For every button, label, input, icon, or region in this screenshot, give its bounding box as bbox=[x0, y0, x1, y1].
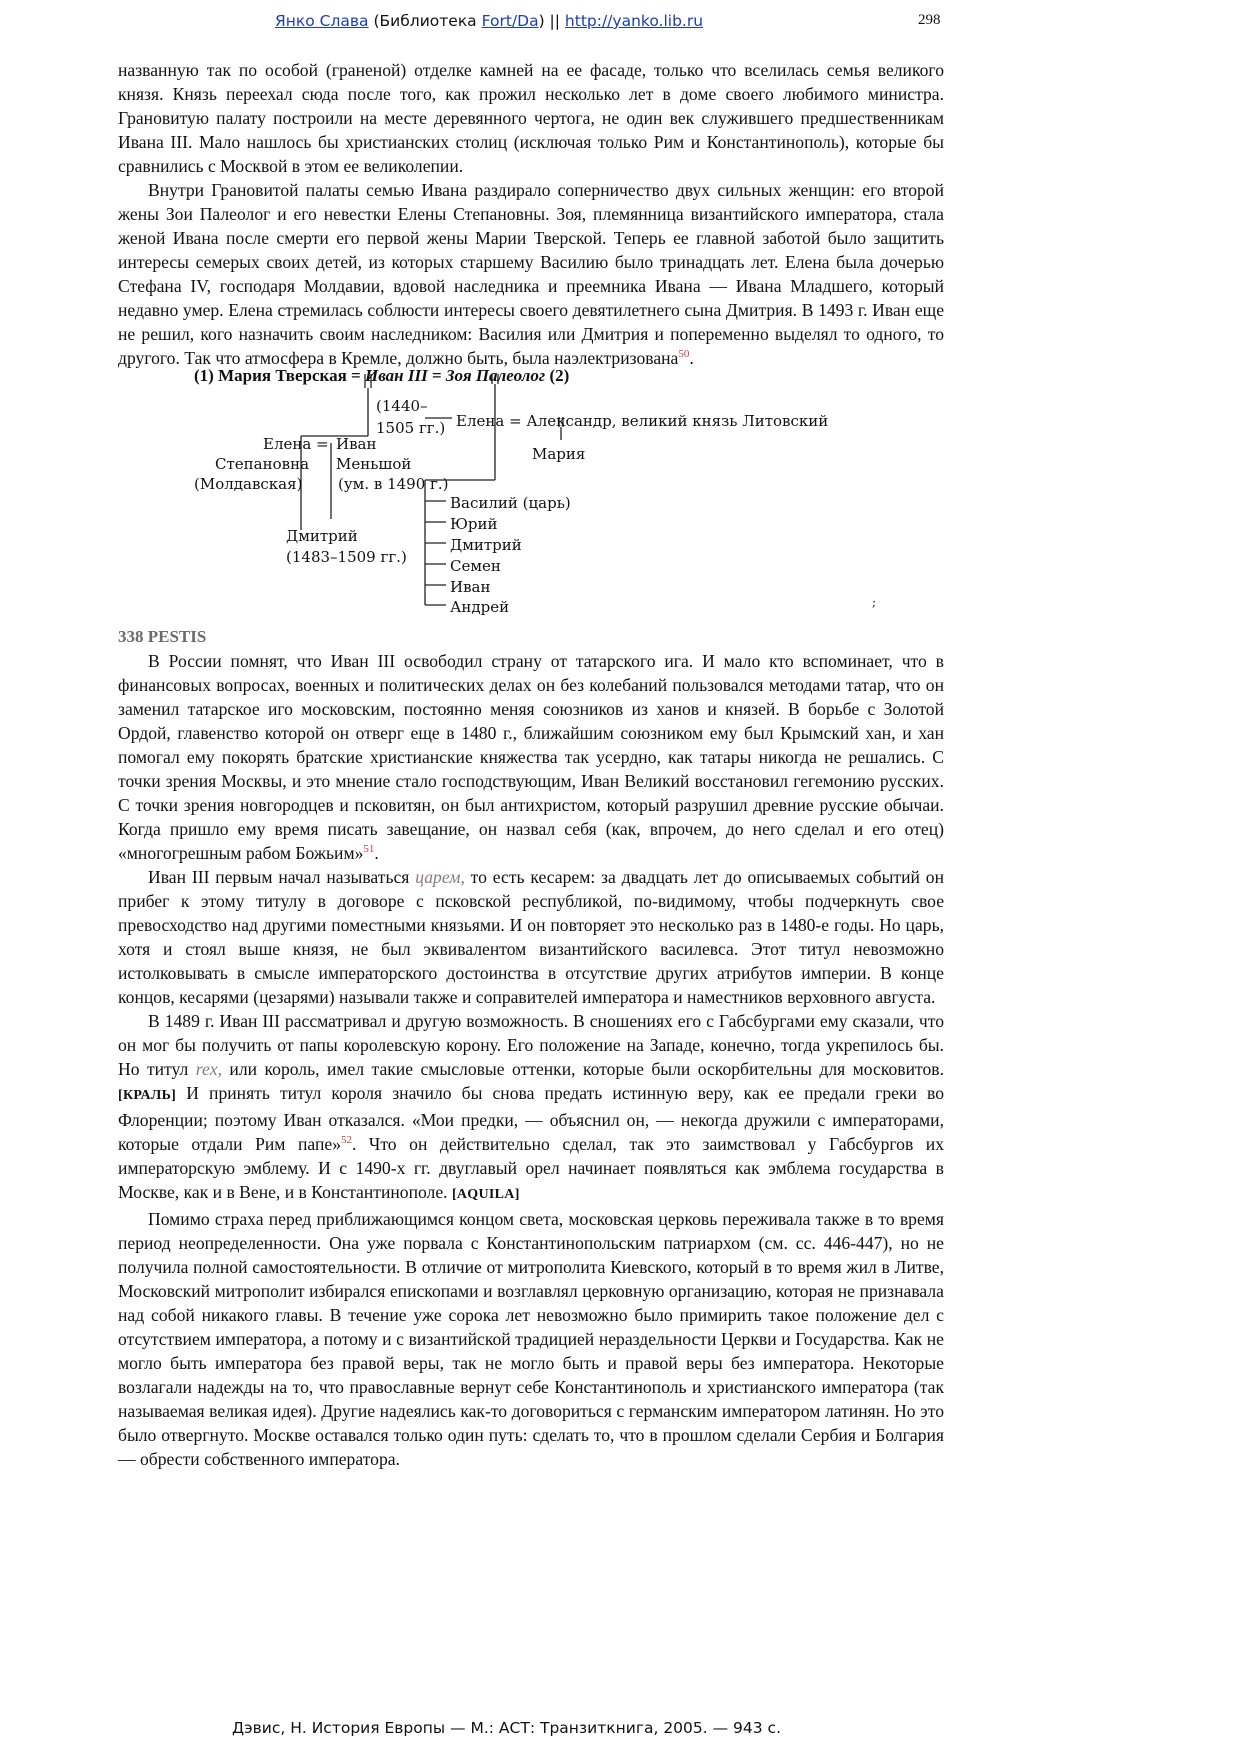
ivan-iii-label: Иван III bbox=[364, 366, 428, 385]
child-item: Андрей bbox=[450, 598, 510, 616]
header-lib-open: (Библиотека bbox=[368, 12, 482, 30]
dmitry-2: (1483–1509 гг.) bbox=[286, 548, 407, 566]
paragraph-tail: . bbox=[374, 843, 379, 863]
capsule-ref[interactable]: [КРАЛЬ] bbox=[118, 1088, 177, 1103]
child-item: Дмитрий bbox=[450, 536, 522, 554]
ivan-dates-1: (1440– bbox=[376, 397, 428, 415]
page-number: 298 bbox=[918, 12, 941, 28]
family-tree bbox=[118, 366, 944, 625]
author-link[interactable]: Янко Слава bbox=[275, 12, 369, 30]
paragraph-text: В России помнят, что Иван III освободил страну от татарского ига. И мало кто вспоминает, что в финансовых вопросах, военных и политических делах он без колебаний пользовался методами татар, что он заменил татарское иго московским, постоянно меняя союзников из ханов и князей. В борьбе с Золотой Ордой, главенство которой он отверг еще в 1480 г., ближайшим союзником ему был Крымский хан, и хан помогал ему покорять братские христианские княжества так усердно, как татары никогда не решались. С точки зрения Москвы, и это мнение стало господствующим, Иван Великий восстановил гегемонию русских. С точки зрения новгородцев и псковитян, он был антихристом, который разрушил древние русские обычаи. Когда пришло ему время писать завещание, он назвал себя (как, впрочем, до него сделал и его отец) «многогрешным рабом Божьим» bbox=[118, 651, 944, 863]
family-tree-title bbox=[194, 364, 569, 388]
paragraph: Помимо страха перед приближающимся концом света, московская церковь переживала также в то время период неопределенности. Она уже порвала с Константинопольским патриархом (см. сс. 446-447), но не получила полной самостоятельности. В отличие от митрополита Киевского, который в то время жил в Литве, Московский митрополит избирался епископами и возглавлял церковную организацию, которая не признавала над собой никакого главы. В течение уже сорока лет невозможно было примирить такое положение дел с отсутствием императора, а потому и с византийской традицией нераздельности Церкви и Государства. Как не могло быть императора без правой веры, так не могло быть и правой веры без императора. Некоторые возлагали надежды на то, что православные вернут себе Константинополь и христианского императора (так называемая великая идея). Другие надеялись как-то договориться с германским императором латинян. Но это было отвергнуто. Москве оставался только один путь: сделать то, что в прошлом сделали Сербия и Болгария — обрести собственного императора. bbox=[118, 1209, 944, 1469]
ivan-younger-3: (ум. в 1490 г.) bbox=[338, 475, 449, 493]
capsule-ref[interactable]: [AQUILA] bbox=[451, 1187, 520, 1202]
eq-sign: = bbox=[316, 435, 329, 453]
stray-mark: ; bbox=[872, 595, 877, 609]
eq-label: = bbox=[427, 366, 446, 385]
paragraph bbox=[118, 649, 944, 865]
paragraph-text: то есть кесарем: за двадцать лет до описываемых событий он прибег к этому титулу в договоре с псковской республикой, по-видимому, чтобы подчеркнуть свое превосходство над другими поместными князьями. И он повторяет это несколько раз в 1480-е годы. Но царь, хотя и стоял выше князя, не был эквивалентом византийского василевса. Этот титул невозможно истолковывать в смысле императорского достоинства в отсутствие других атрибутов империи. В конце концов, кесарями (цезарями) называли также и соправителей императора и наместников верховного августа. bbox=[118, 867, 944, 1007]
elena-stepanovna-2: Степановна bbox=[215, 455, 310, 473]
ivan-dates-2: 1505 гг.) bbox=[376, 419, 446, 437]
footnote-ref[interactable]: 52 bbox=[340, 1134, 352, 1147]
spouse-1-label: (1) Мария Тверская = bbox=[194, 366, 365, 385]
child-item: Василий (царь) bbox=[450, 494, 571, 512]
site-url-link[interactable]: http://yanko.lib.ru bbox=[564, 12, 704, 30]
spouse-2-label: Зоя Палеолог bbox=[445, 366, 546, 385]
dmitry-1: Дмитрий bbox=[286, 527, 358, 545]
ivan-younger-2: Меньшой bbox=[336, 455, 412, 473]
header-lib-close: ) || bbox=[538, 12, 565, 30]
paragraph-text: . Что он действительно сделал, так это заимствовал у Габсбургов их императорскую эмблему. И с 1490-х гг. двуглавый орел начинает появляться как эмблема государства в Москве, как и в Вене, и в Константинополе. bbox=[118, 1134, 944, 1202]
spouse-2-number: (2) bbox=[545, 366, 570, 385]
paragraph-tail: . bbox=[689, 348, 694, 368]
italic-term: царем, bbox=[415, 867, 465, 887]
elena-stepanovna-1: Елена bbox=[263, 435, 312, 453]
elena-alexander: Елена = Александр, великий князь Литовский bbox=[456, 412, 829, 430]
page-body bbox=[118, 58, 944, 1471]
child-item: Иван bbox=[450, 578, 491, 596]
section-title: 338 PESTIS bbox=[118, 627, 207, 646]
child-item: Семен bbox=[450, 557, 501, 575]
italic-term: rex, bbox=[195, 1059, 222, 1079]
paragraph bbox=[118, 865, 944, 1009]
paragraph bbox=[118, 1009, 944, 1207]
header-citation bbox=[275, 12, 703, 30]
footnote-ref[interactable]: 51 bbox=[363, 843, 375, 856]
page-footer: Дэвис, Н. История Европы — М.: АСТ: Транзиткнига, 2005. — 943 с. bbox=[232, 1719, 782, 1737]
paragraph-text: или король, имел такие смысловые оттенки, которые были оскорбительны для московитов. bbox=[221, 1059, 944, 1079]
fortda-link[interactable]: Fort/Da bbox=[481, 12, 539, 30]
paragraph-text: И принять титул короля значило бы снова предать истинную веру, как ее предали греки во Флоренции; поэтому Иван отказался. «Мои предки, — объяснил он, — некогда дружили с императорами, которые отдали Рим папе» bbox=[118, 1083, 944, 1154]
paragraph-text: Внутри Грановитой палаты семью Ивана раздирало соперничество двух сильных женщин: его второй жены Зои Палеолог и его невестки Елены Степановны. Зоя, племянница византийского императора, стала женой Ивана после смерти его первой жены Марии Тверской. Теперь ее главной заботой было защитить интересы семерых своих детей, из которых старшему Василию было тринадцать лет. Елена была дочерью Стефана IV, господаря Молдавии, вдовой наследника и преемника Ивана — Ивана Младшего, который недавно умер. Елена стремилась соблюсти интересы своего девятилетнего сына Дмитрия. В 1493 г. Иван еще не решил, кого назначить своим наследником: Василия или Дмитрия и попеременно выделял то одного, то другого. Так что атмосфера в Кремле, должно быть, была наэлектризована bbox=[118, 180, 944, 368]
elena-stepanovna-3: (Молдавская) bbox=[194, 475, 303, 493]
paragraph-text: В 1489 г. Иван III рассматривал и другую возможность. В сношениях его с Габсбургами ему сказали, что он мог бы получить от папы королевскую корону. Его положение на Западе, конечно, тогда укрепилось бы. Но титул bbox=[118, 1011, 944, 1079]
footnote-ref[interactable]: 50 bbox=[678, 348, 690, 361]
paragraph: названную так по особой (граненой) отделке камней на ее фасаде, только что вселилась семья великого князя. Князь переехал сюда после того, как прожил несколько лет в доме своего любимого министра. Грановитую палату построили на месте деревянного чертога, не один век служившего предшественникам Ивана III. Мало нашлось бы христианских столиц (исключая только Рим и Константинополь), которые бы сравнились с Москвой в этом ее великолепии. bbox=[118, 60, 944, 176]
maria-daughter: Мария bbox=[532, 445, 586, 463]
ivan-younger-1: Иван bbox=[336, 435, 377, 453]
paragraph bbox=[118, 178, 944, 370]
child-item: Юрий bbox=[450, 515, 498, 533]
paragraph-text: Иван III первым начал называться bbox=[148, 867, 416, 887]
page-header bbox=[0, 12, 1239, 36]
